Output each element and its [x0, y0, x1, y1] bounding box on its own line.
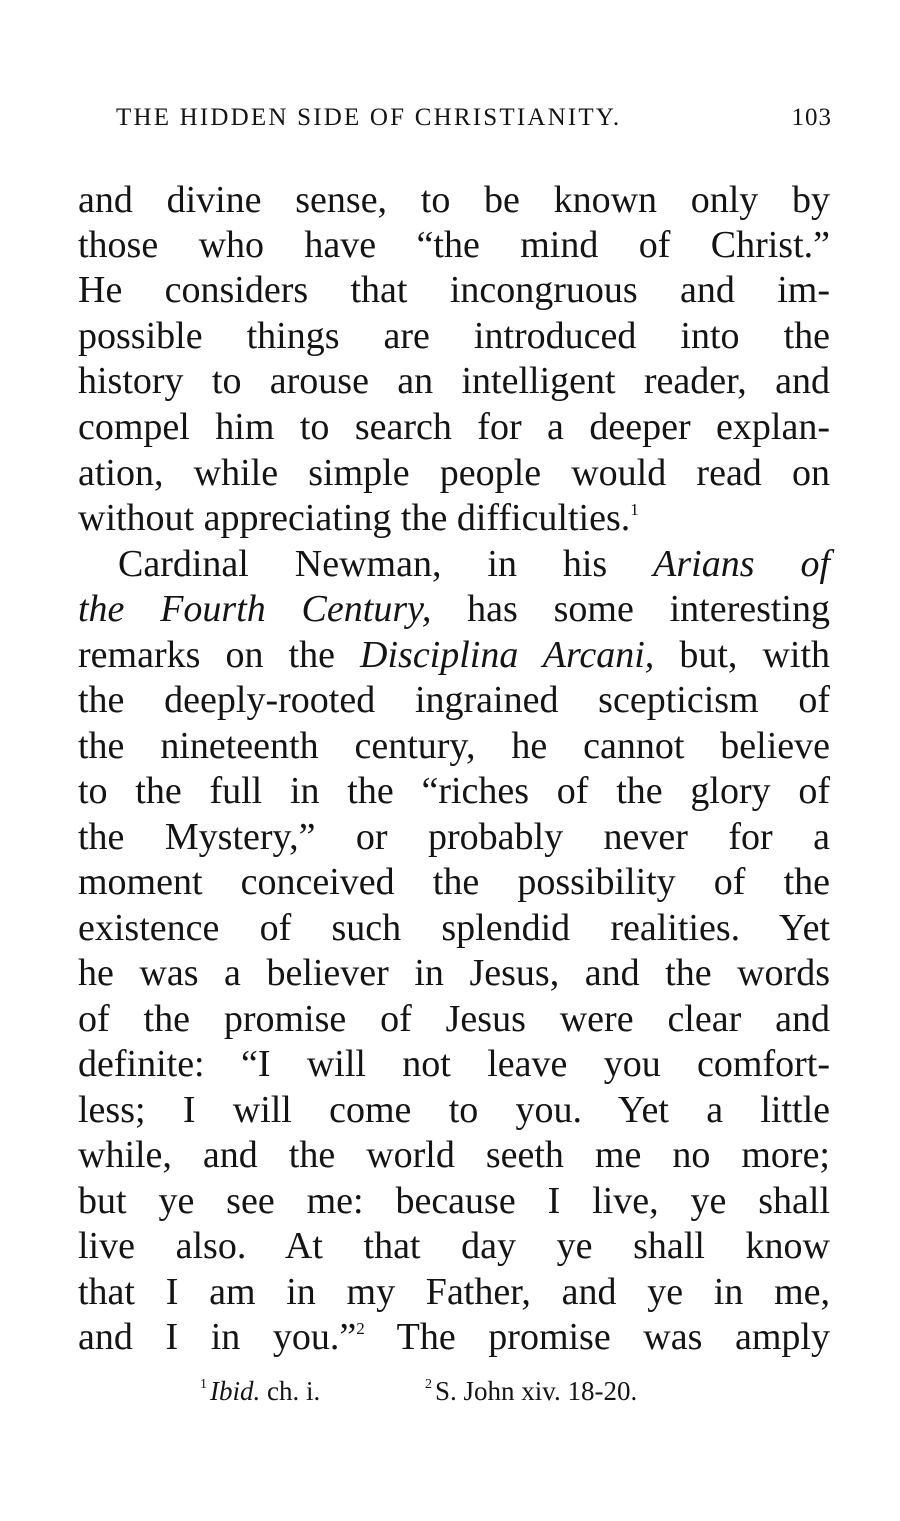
text-line: [78, 1314, 830, 1360]
text-line: existence of such splendid realities. Yet: [78, 907, 830, 949]
text-line: that I am in my Father, and ye in me,: [78, 1271, 830, 1313]
text-line: [78, 586, 830, 632]
italic-title: the Fourth Century,: [78, 588, 432, 630]
text-segment: [78, 1316, 365, 1358]
text-line: live also. At that day ye shall know: [78, 1225, 830, 1267]
text-line: [118, 541, 830, 587]
text-line: the nineteenth century, he cannot believe: [78, 725, 830, 767]
text-line: those who have “the mind of Christ.”: [78, 224, 830, 266]
text-segment: without appreciating the difficulties.: [78, 497, 631, 539]
text-line: but ye see me: because I live, ye shall: [78, 1180, 830, 1222]
footnote-mark: 2: [425, 1377, 432, 1392]
text-line: He considers that incongruous and im-: [78, 269, 830, 311]
text-line: definite: “I will not leave you comfort-: [78, 1043, 830, 1085]
text-line: compel him to search for a deeper explan-: [78, 406, 830, 448]
running-head: [116, 104, 832, 144]
text-line: [78, 495, 830, 541]
text-line: less; I will come to you. Yet a little: [78, 1089, 830, 1131]
text-segment: has some interesting: [467, 588, 830, 630]
text-line: while, and the world seeth me no more;: [78, 1134, 830, 1176]
text-segment: Cardinal Newman, in his: [118, 543, 608, 585]
text-line: ation, while simple people would read on: [78, 452, 830, 494]
text-line: and divine sense, to be known only by: [78, 179, 830, 221]
text-segment: but, with: [679, 634, 831, 676]
text-line: [78, 632, 830, 678]
text-segment: and I in you.”: [78, 1316, 357, 1358]
footnote-ref: Ibid.: [210, 1376, 261, 1406]
text-line: the deeply-rooted ingrained scepticism of: [78, 679, 830, 721]
text-segment: The promise was amply: [396, 1316, 830, 1358]
footnote-text: ch. i.: [267, 1376, 321, 1406]
text-line: the Mystery,” or probably never for a: [78, 816, 830, 858]
footnote-mark: 1: [200, 1377, 207, 1392]
footnote: [425, 1376, 637, 1416]
running-title: THE HIDDEN SIDE OF CHRISTIANITY.: [116, 104, 622, 131]
page-number: 103: [791, 104, 832, 131]
text-line: possible things are introduced into the: [78, 315, 830, 357]
italic-title: Disciplina Arcani,: [360, 634, 655, 676]
text-line: to the full in the “riches of the glory of: [78, 770, 830, 812]
footnote: [200, 1376, 320, 1416]
italic-title: Arians of: [653, 543, 831, 585]
footnote-reference: 1: [630, 500, 639, 519]
text-segment: remarks on the: [78, 634, 335, 676]
text-line: history to arouse an intelligent reader, and: [78, 360, 830, 402]
text-line: moment conceived the possibility of the: [78, 861, 830, 903]
footnote-text: S. John xiv. 18-20.: [435, 1376, 638, 1406]
text-line: he was a believer in Jesus, and the words: [78, 952, 830, 994]
footnote-reference: 2: [356, 1319, 365, 1338]
text-line: of the promise of Jesus were clear and: [78, 998, 830, 1040]
